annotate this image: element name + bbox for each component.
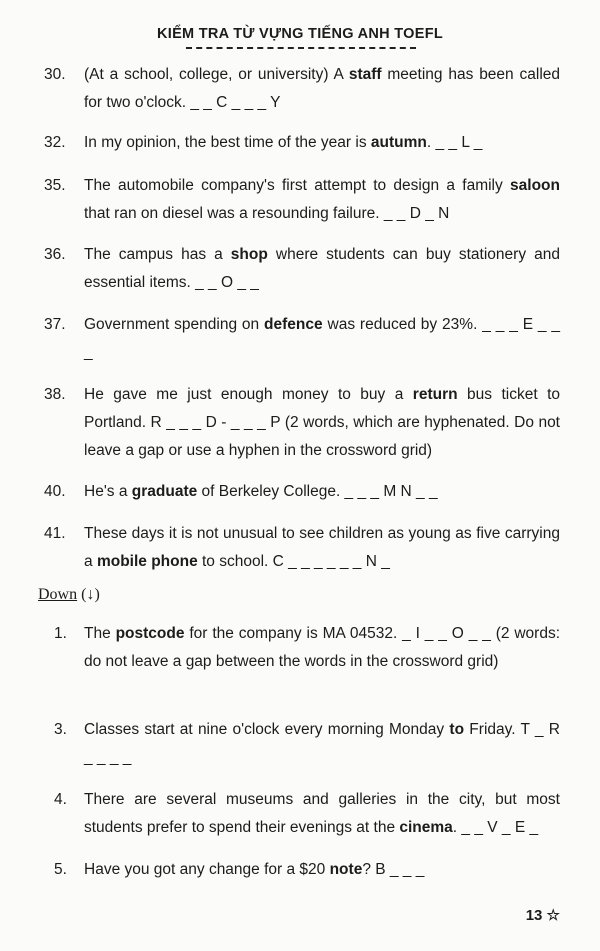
question-item bbox=[44, 856, 560, 884]
question-item bbox=[44, 716, 560, 772]
keyword: shop bbox=[230, 246, 268, 263]
question-text: Have you got any change for a $20 note? B _ _ _ bbox=[84, 861, 425, 878]
question-item bbox=[44, 241, 560, 297]
question-number: 32. bbox=[44, 134, 66, 151]
question-text: The automobile company's first attempt to design a family saloon that ran on diesel was a resounding failure. _ _ D _ N bbox=[84, 177, 560, 222]
question-item bbox=[44, 311, 560, 367]
question-number: 40. bbox=[44, 483, 66, 500]
keyword: postcode bbox=[115, 625, 185, 642]
question-item bbox=[44, 129, 560, 157]
question-item bbox=[44, 620, 560, 676]
question-number: 38. bbox=[44, 386, 66, 403]
question-item bbox=[44, 520, 560, 576]
title-underline bbox=[186, 47, 416, 49]
question-text: These days it is not unusual to see children as young as five carrying a mobile phone to school. C _ _ _ _ _ _ N _ bbox=[84, 525, 560, 570]
keyword: to bbox=[449, 721, 465, 738]
keyword: graduate bbox=[131, 483, 198, 500]
question-text: He gave me just enough money to buy a return bus ticket to Portland. R _ _ _ D - _ _ _ P (2 words, which are hyphenated. Do not leave a gap or use a hyphen in the crossword grid) bbox=[84, 386, 560, 459]
question-number: 41. bbox=[44, 525, 66, 542]
down-section-heading bbox=[38, 586, 100, 604]
question-text: There are several museums and galleries in the city, but most students prefer to spend their evenings at the cinema. _ _ V _ E _ bbox=[84, 791, 560, 836]
question-number: 3. bbox=[54, 721, 67, 738]
keyword: mobile phone bbox=[96, 553, 198, 570]
question-number: 37. bbox=[44, 316, 66, 333]
keyword: autumn bbox=[370, 134, 427, 151]
keyword: defence bbox=[264, 316, 323, 333]
question-text: The postcode for the company is MA 04532. _ I _ _ O _ _ (2 words: do not leave a gap between the words in the crossword grid) bbox=[84, 625, 561, 670]
question-number: 5. bbox=[54, 861, 67, 878]
question-item bbox=[44, 381, 560, 465]
down-arrow-icon: (↓) bbox=[81, 586, 100, 603]
keyword: staff bbox=[348, 66, 382, 83]
question-number: 35. bbox=[44, 177, 66, 194]
question-text: Classes start at nine o'clock every morning Monday to Friday. T _ R _ _ _ _ bbox=[84, 721, 560, 766]
question-number: 4. bbox=[54, 791, 67, 808]
question-text: (At a school, college, or university) A staff meeting has been called for two o'clock. _ _ C _ _ _ Y bbox=[84, 66, 560, 111]
page-title: KIỂM TRA TỪ VỰNG TIẾNG ANH TOEFL bbox=[156, 26, 444, 42]
question-number: 36. bbox=[44, 246, 66, 263]
question-item bbox=[44, 786, 560, 842]
keyword: saloon bbox=[510, 177, 560, 194]
keyword: return bbox=[412, 386, 458, 403]
question-text: In my opinion, the best time of the year is autumn. _ _ L _ bbox=[84, 134, 483, 151]
question-number: 30. bbox=[44, 66, 66, 83]
question-text: The campus has a shop where students can buy stationery and essential items. _ _ O _ _ bbox=[84, 246, 560, 291]
question-text: He's a graduate of Berkeley College. _ _ _ M N _ _ bbox=[84, 483, 438, 500]
question-text: Government spending on defence was reduced by 23%. _ _ _ E _ _ _ bbox=[84, 316, 560, 361]
page-number: 13 ☆ bbox=[525, 907, 560, 924]
question-item bbox=[44, 61, 560, 117]
keyword: cinema bbox=[399, 819, 453, 836]
question-item bbox=[44, 172, 560, 228]
down-label: Down bbox=[38, 586, 78, 603]
question-number: 1. bbox=[54, 625, 67, 642]
question-item bbox=[44, 478, 560, 506]
keyword: note bbox=[329, 861, 363, 878]
